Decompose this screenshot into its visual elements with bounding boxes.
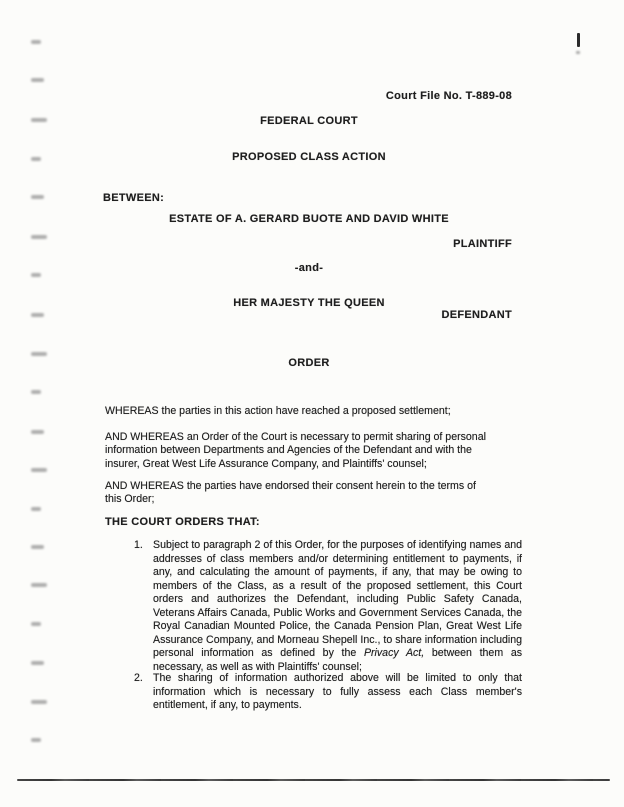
plaintiff-role-label: PLAINTIFF (453, 238, 512, 250)
plaintiff-name: ESTATE OF A. GERARD BUOTE AND DAVID WHITE (169, 213, 449, 225)
order-heading: ORDER (288, 357, 330, 369)
scan-tick-mark (577, 33, 580, 47)
order-item-2-number: 2. (134, 672, 143, 684)
proceeding-type-heading: PROPOSED CLASS ACTION (232, 151, 386, 163)
margin-scan-mark (31, 738, 41, 742)
parties-separator: -and- (294, 262, 324, 274)
margin-scan-mark (31, 700, 47, 704)
order-item-1-text (153, 539, 522, 674)
margin-scan-mark (31, 622, 41, 626)
margin-scan-mark (31, 507, 41, 511)
margin-scan-mark (31, 40, 41, 44)
margin-scan-mark (31, 545, 44, 549)
page-bottom-edge-line (17, 779, 610, 781)
defendant-role-label: DEFENDANT (441, 309, 512, 321)
order-item-1-text-after: between them as necessary, as well as with Plaintiffs' counsel; (153, 647, 523, 673)
order-item-2 (134, 672, 522, 713)
margin-scan-mark (31, 78, 44, 82)
margin-scan-mark (31, 195, 44, 199)
margin-scan-mark (31, 430, 44, 434)
margin-scan-mark (31, 313, 44, 317)
recital-2: AND WHEREAS an Order of the Court is necessary to permit sharing of personal information between Departments and Agencies of the Defendant and with the insurer, Great West Life Assurance Company, and Plaintiffs' counsel; (105, 430, 486, 470)
margin-scan-mark (31, 390, 41, 394)
privacy-act-italic: Privacy Act, (363, 647, 425, 659)
defendant-name: HER MAJESTY THE QUEEN (233, 297, 385, 309)
order-item-1-number: 1. (134, 539, 143, 551)
order-item-1-text-before: Subject to paragraph 2 of this Order, for the purposes of identifying names and addresses of class members and/or determining entitlement to payments, if any, and calculating the amount of payments, if any, that may be owing to members of the Class, as a result of the proposed settlement, this Court orders and authorizes the Defendant, including Public Safety Canada, Veterans Affairs Canada, Public Works and Government Services Canada, the Royal Canadian Mounted Police, the Canada Pension Plan, Great West Life Assurance Company, and Morneau Shepell Inc., to share information including personal information as defined by the (153, 539, 522, 659)
margin-scan-mark (31, 468, 47, 472)
margin-scan-mark (31, 352, 47, 356)
recital-3: AND WHEREAS the parties have endorsed their consent herein to the terms of this Order; (105, 479, 476, 506)
order-item-2-text: The sharing of information authorized above will be limited to only that information which is necessary to fully assess each Class member's entitlement, if any, to payments. (153, 672, 522, 711)
between-label: BETWEEN: (103, 192, 165, 204)
court-file-number: Court File No. T-889-08 (385, 90, 512, 102)
recital-1: WHEREAS the parties in this action have reached a proposed settlement; (105, 404, 451, 417)
order-item-1 (134, 539, 522, 674)
court-orders-heading: THE COURT ORDERS THAT: (105, 516, 260, 528)
margin-scan-mark (31, 235, 47, 239)
margin-scan-mark (31, 583, 47, 587)
court-name-heading: FEDERAL COURT (260, 115, 358, 127)
margin-scan-mark (31, 661, 44, 665)
